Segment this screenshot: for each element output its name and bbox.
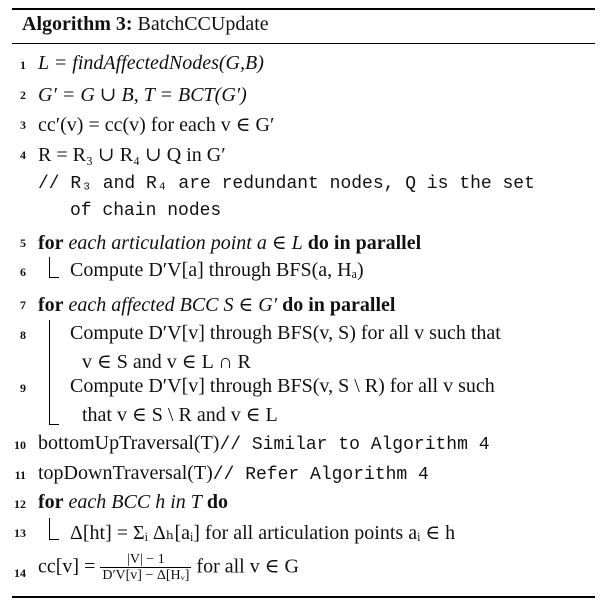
comment-text: // Similar to Algorithm 4 <box>219 435 490 455</box>
block-end <box>49 539 59 540</box>
line-number: 5 <box>20 236 26 250</box>
step-top-down <box>38 462 429 485</box>
title-rule <box>12 43 595 44</box>
loop-condition: each BCC h in T <box>68 491 202 513</box>
keyword-for: for <box>38 491 64 513</box>
for-affected-bcc <box>38 292 395 317</box>
block-end <box>49 424 59 425</box>
fraction-denominator: D′V[v] − Δ[Hᵥ] <box>102 568 190 584</box>
line-number: 9 <box>20 381 26 395</box>
comment-text: of chain nodes <box>70 201 222 221</box>
formula-lhs: cc[v] = <box>38 555 96 578</box>
step-text: Compute D′V[v] through BFS(v, S) for all v such that <box>70 322 501 344</box>
keyword-do-parallel: do in parallel <box>307 232 422 254</box>
block-end <box>49 277 59 278</box>
comment-redundant-a <box>38 174 535 194</box>
step-delta-sum <box>70 520 455 545</box>
keyword-do-parallel: do in parallel <box>282 294 396 316</box>
line-number: 12 <box>14 497 26 511</box>
step-find-affected <box>38 52 264 75</box>
step-bfs-s-minus-r-cont <box>82 402 278 427</box>
for-each-bcc <box>38 491 228 514</box>
step-text: Compute D′V[v] through BFS(v, S \ R) for all v such <box>70 375 495 397</box>
loop-condition: each affected BCC S ∈ G′ <box>68 294 278 316</box>
algorithm-name: BatchCCUpdate <box>137 13 269 35</box>
loop-condition: each articulation point a ∈ L <box>68 232 303 254</box>
block-bar <box>49 320 50 424</box>
step-text: R = R₃ ∪ R₄ ∪ Q in G′ <box>38 144 226 166</box>
line-number: 1 <box>20 58 26 72</box>
line-number: 13 <box>14 526 26 540</box>
step-text: G′ = G ∪ B, T = BCT(G′) <box>38 84 247 106</box>
line-number: 7 <box>20 298 26 312</box>
comment-text: // R₃ and R₄ are redundant nodes, Q is the set <box>38 174 535 194</box>
step-text: cc′(v) = cc(v) for each v ∈ G′ <box>38 114 275 136</box>
step-closeness-formula <box>38 552 299 584</box>
step-text: v ∈ S and v ∈ L ∩ R <box>82 351 251 373</box>
step-union-graph <box>38 82 247 107</box>
line-number: 4 <box>20 148 26 162</box>
block-bar <box>49 257 50 277</box>
bottom-rule <box>12 596 595 598</box>
line-number: 3 <box>20 118 26 132</box>
block-bar <box>49 518 50 539</box>
line-number: 2 <box>20 88 26 102</box>
keyword-for: for <box>38 294 64 316</box>
top-rule <box>12 8 595 10</box>
step-copy-cc <box>38 112 274 137</box>
keyword-do: do <box>206 491 229 513</box>
line-number: 11 <box>14 468 26 482</box>
step-text: Compute D′V[a] through BFS(a, Hₐ) <box>70 259 364 281</box>
step-text: Δ[ht] = Σᵢ Δₕ[aᵢ] for all articulation points aᵢ ∈ h <box>70 522 456 544</box>
fraction-numerator: |V| − 1 <box>100 552 191 568</box>
step-text: bottomUpTraversal(T) <box>38 432 220 454</box>
line-number: 8 <box>20 328 26 342</box>
line-number: 6 <box>20 265 26 279</box>
algorithm-label: Algorithm 3: <box>22 13 133 35</box>
formula-rhs: for all v ∈ G <box>196 555 299 578</box>
comment-text: // Refer Algorithm 4 <box>212 465 429 485</box>
algorithm-title <box>22 13 269 36</box>
step-bfs-s-minus-r <box>70 375 495 398</box>
comment-redundant-b <box>70 201 221 221</box>
step-text: topDownTraversal(T) <box>38 462 213 484</box>
keyword-for: for <box>38 232 64 254</box>
for-articulation-points <box>38 230 421 255</box>
line-number: 10 <box>14 438 26 452</box>
step-bottom-up <box>38 432 490 455</box>
step-redundant-set <box>38 142 226 167</box>
step-text: L = findAffectedNodes(G,B) <box>38 52 264 74</box>
step-compute-articulation <box>70 259 364 282</box>
step-text: that v ∈ S \ R and v ∈ L <box>82 404 278 426</box>
step-bfs-s-cont <box>82 349 251 374</box>
formula-fraction <box>100 552 191 584</box>
line-number: 14 <box>14 566 26 580</box>
step-bfs-s <box>70 322 501 345</box>
